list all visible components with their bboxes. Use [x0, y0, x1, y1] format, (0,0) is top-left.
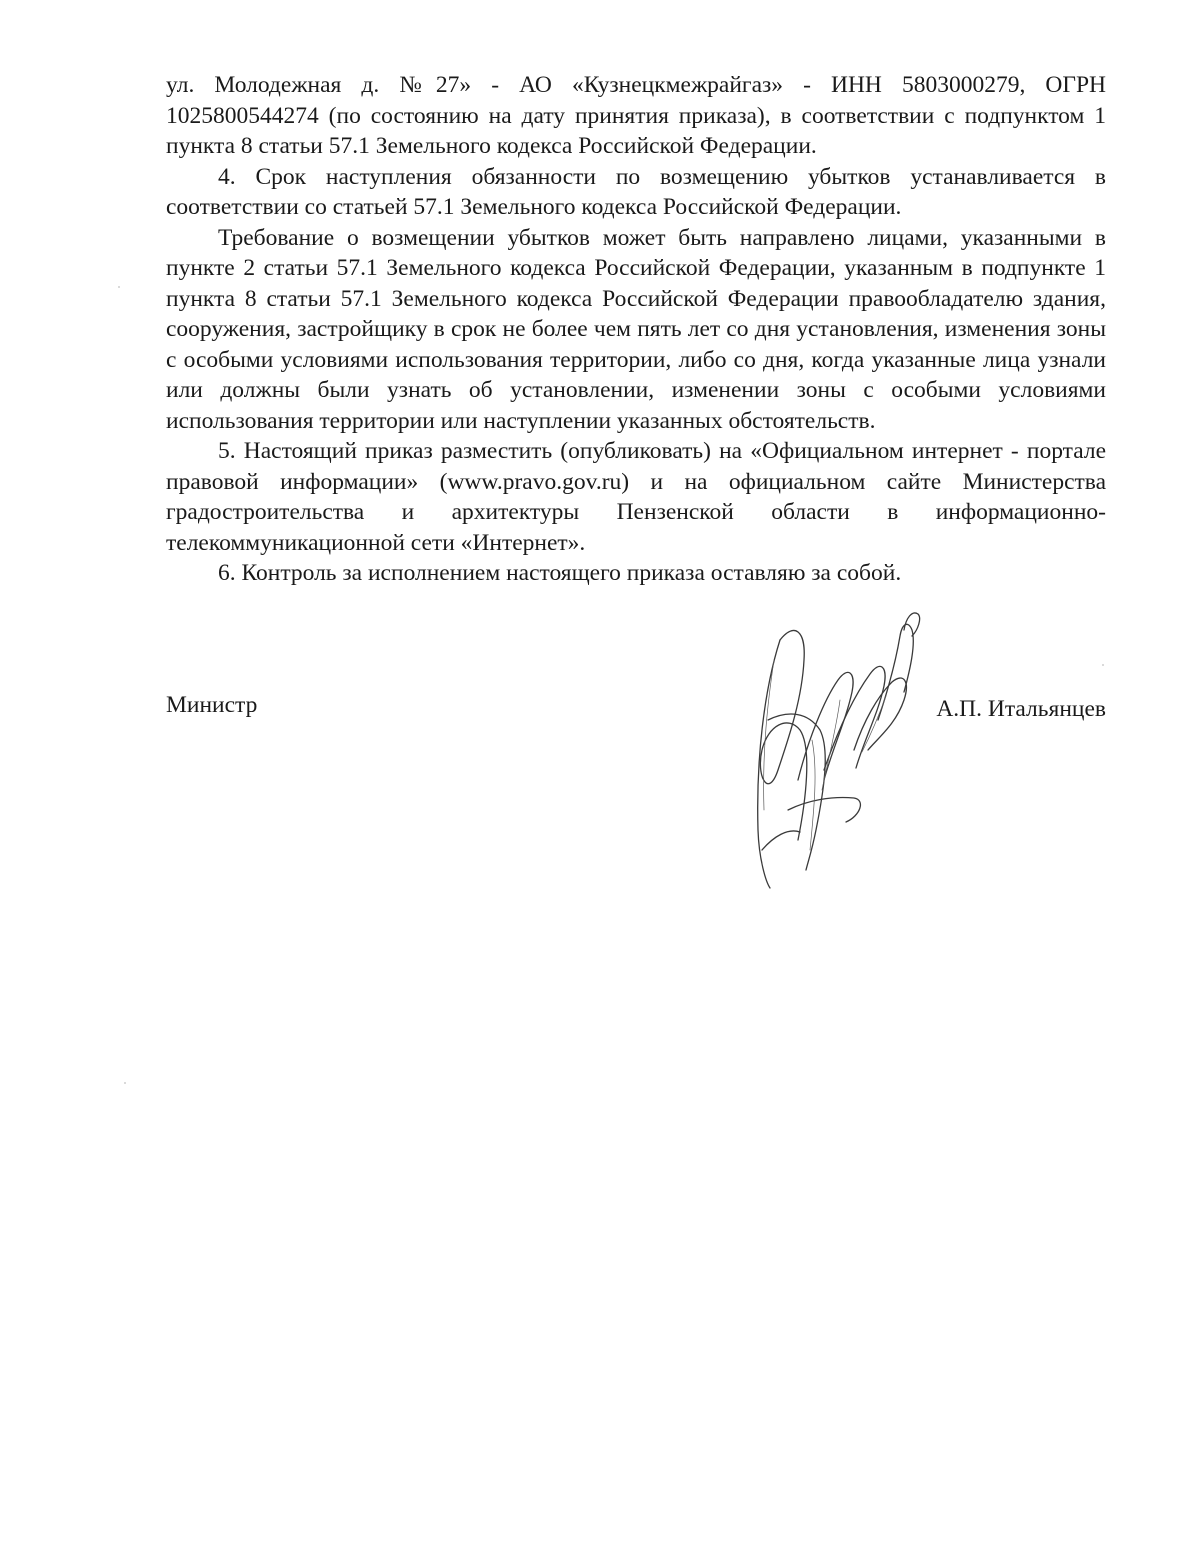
- paragraph-claim-requirement: Требование о возмещении убытков может быть направлено лицами, указанными в пункте 2 статьи 57.1 Земельного кодекса Российской Федерации, указанным в подпункте 1 пункта 8 статьи 57.1 Земельного кодекса Российской Федерации правообладателю здания, сооружения, застройщику в срок не более чем пять лет со дня установления, изменения зоны с особыми условиями использования территории, либо со дня, когда указанные лица узнали или должны были узнать об установлении, изменении зоны с особыми условиями использования территории или наступлении указанных обстоятельств.: [166, 224, 1106, 434]
- scan-speck: [1102, 664, 1104, 666]
- document-body: [166, 70, 1106, 589]
- signatory-role: Министр: [166, 692, 258, 718]
- paragraph-item-4: 4. Срок наступления обязанности по возмещению убытков устанавливается в соответствии со статьей 57.1 Земельного кодекса Российской Федерации.: [166, 163, 1106, 220]
- paragraph-item-6: 6. Контроль за исполнением настоящего приказа оставляю за собой.: [218, 560, 902, 586]
- handwritten-signature: [728, 600, 948, 890]
- scan-speck: [124, 1082, 126, 1084]
- paragraph-item-5: 5. Настоящий приказ разместить (опубликовать) на «Официальном интернет - портале правовой информации» (www.pravo.gov.ru) и на официальном сайте Министерства градостроительства и архитектуры Пензенской области в информационно-телекоммуникационной сети «Интернет».: [166, 438, 1106, 556]
- paragraph-continuation: ул. Молодежная д. №27» - АО «Кузнецкмежрайгаз» - ИНН 5803000279, ОГРН 1025800544274 (по состоянию на дату принятия приказа), в соответствии с подпунктом 1 пункта 8 статьи 57.1 Земельного кодекса Российской Федерации.: [166, 72, 1106, 159]
- scan-speck: [118, 286, 120, 288]
- signatory-name: А.П. Итальянцев: [936, 696, 1106, 722]
